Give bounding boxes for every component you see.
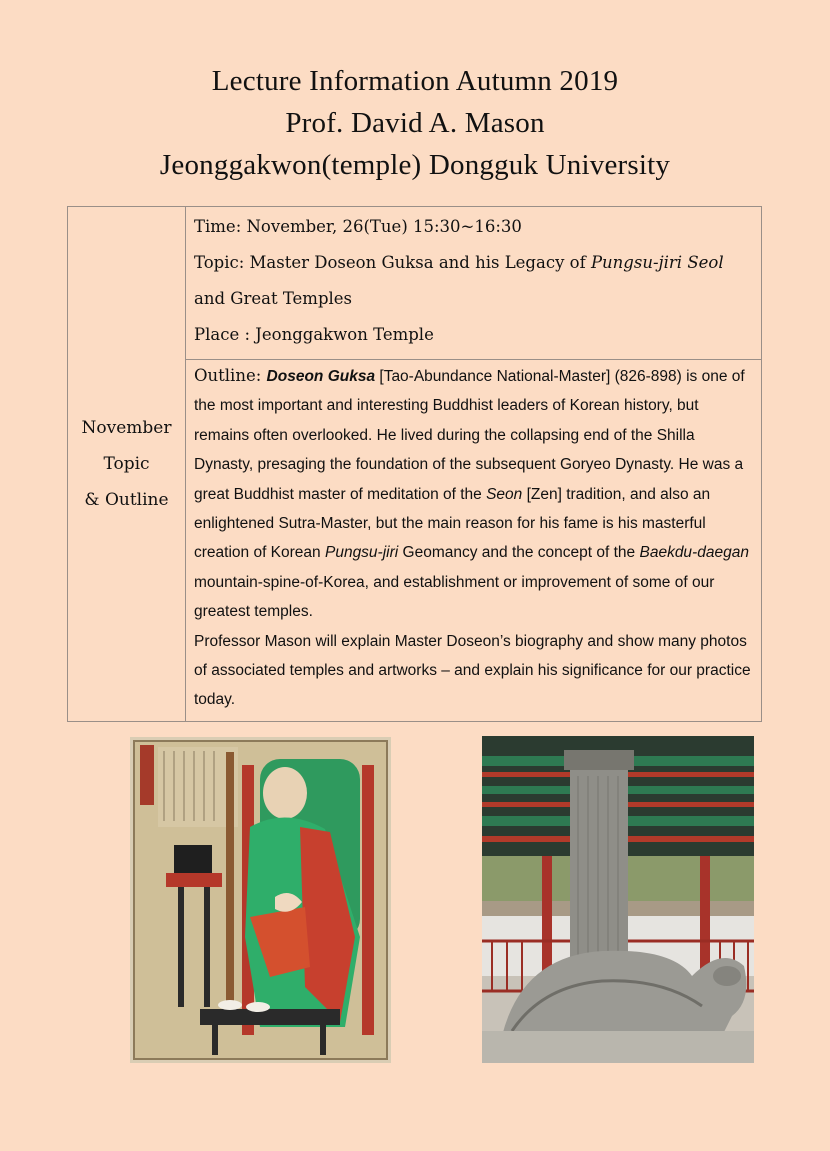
header-lecturer: Prof. David A. Mason (285, 107, 545, 139)
outline-paragraph-2: Professor Mason will explain Master Doseon’s biography and show many photos of associated temples and artworks – and explain his significance for our practice today. (194, 632, 751, 709)
portrait-painting-image (130, 737, 391, 1063)
stele-pavilion-svg (482, 736, 754, 1063)
outline-text-3: Geomancy and the concept of the (398, 544, 640, 562)
row-label-cell (68, 207, 186, 722)
lecture-place: Place : Jeonggakwon Temple (194, 325, 434, 344)
outline-label: Outline: (194, 366, 267, 385)
lecture-time: Time: November, 26(Tue) 15:30~16:30 (194, 217, 522, 236)
stele-pavilion-image (482, 736, 754, 1063)
outline-text-4: mountain-spine-of-Korea, and establishment or improvement of some of our greatest temples. (194, 573, 715, 621)
outline-text-1: [Tao-Abundance National-Master] (826-898) is one of the most important and interesting Buddhist leaders of Korean history, but remains often overlooked. He lived during the collapsing end of the Shilla Dynasty, presaging the foundation of the subsequent Goryeo Dynasty. He was a great Buddhist master of meditation of the (194, 368, 745, 503)
outline-baekdu: Baekdu-daegan (639, 544, 749, 562)
outline-paragraph (194, 361, 753, 627)
lecture-info-table (67, 206, 762, 722)
topic-prefix: Topic: Master Doseon Guksa and his Legacy of (194, 253, 591, 272)
outline-name: Doseon Guksa (266, 368, 376, 385)
topic-italic: Pungsu-jiri Seol (590, 253, 724, 272)
outline-cell (186, 360, 762, 722)
topic-suffix: and Great Temples (194, 289, 353, 308)
label-line-3: & Outline (84, 489, 169, 510)
label-line-2: Topic (103, 453, 150, 474)
header (0, 60, 830, 186)
outline-seon: Seon (486, 485, 523, 503)
outline-pungsu: Pungsu-jiri (324, 544, 399, 562)
header-venue: Jeonggakwon(temple) Dongguk University (159, 149, 671, 181)
meta-cell (186, 207, 762, 360)
header-title: Lecture Information Autumn 2019 (211, 65, 619, 97)
outline-text-2: [Zen] tradition, and also an enlightened Sutra-Master, but the main reason for his fame is his masterful creation of Korean (194, 485, 711, 562)
lecture-topic (194, 245, 753, 317)
portrait-painting-svg (130, 737, 391, 1063)
label-line-1: November (81, 417, 172, 438)
